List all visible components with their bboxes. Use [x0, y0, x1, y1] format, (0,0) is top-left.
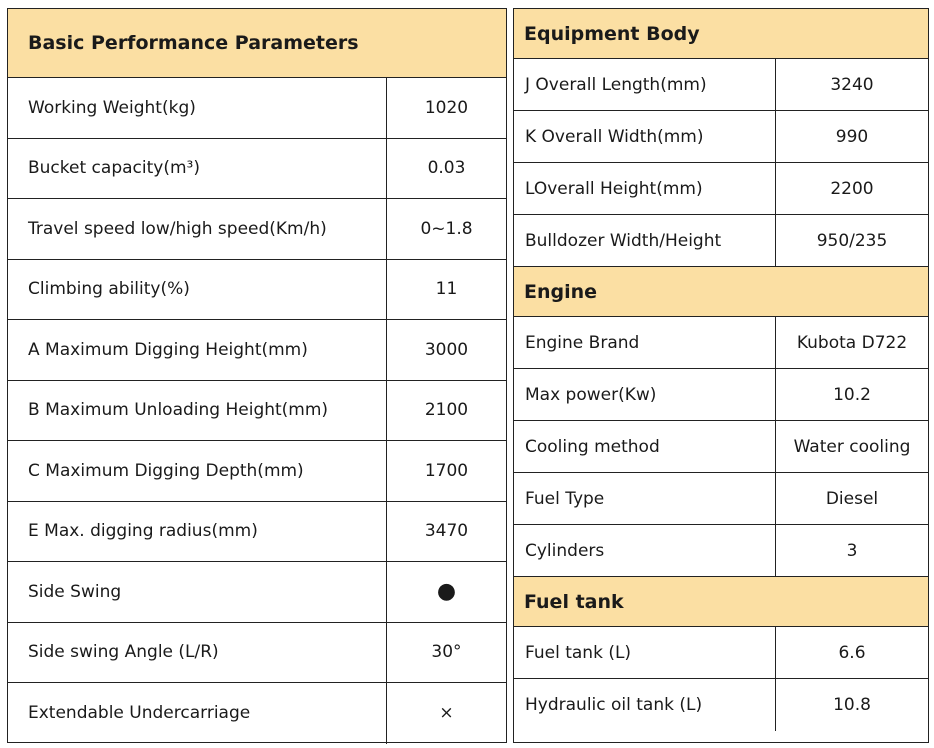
param-label: Travel speed low/high speed(Km/h)	[8, 199, 387, 259]
param-value: 0.03	[427, 158, 466, 179]
table-row	[514, 111, 928, 163]
param-value: 3470	[424, 521, 469, 542]
table-row	[8, 199, 506, 260]
table-row	[514, 215, 928, 267]
param-value: 3	[846, 540, 858, 561]
param-label: Cooling method	[514, 421, 776, 472]
param-value: 3240	[830, 74, 874, 95]
table-row	[8, 139, 506, 200]
param-value: 1020	[424, 97, 469, 118]
param-label: Side Swing	[8, 562, 387, 622]
param-label: C Maximum Digging Depth(mm)	[8, 441, 387, 501]
param-label: Fuel Type	[514, 473, 776, 524]
fuel-tank-header: Fuel tank	[514, 577, 928, 627]
table-row	[514, 421, 928, 473]
side-swing-dot-icon: ●	[436, 579, 457, 605]
param-value: Diesel	[825, 488, 879, 509]
param-value: 6.6	[838, 642, 866, 663]
param-label: Bucket capacity(m³)	[8, 139, 387, 199]
table-row	[514, 317, 928, 369]
param-label: J Overall Length(mm)	[514, 59, 776, 110]
param-label: Bulldozer Width/Height	[514, 215, 776, 266]
param-value: 10.2	[833, 384, 871, 405]
param-value: 11	[435, 279, 458, 300]
param-value: 10.8	[833, 695, 871, 715]
param-label: Side swing Angle (L/R)	[8, 623, 387, 683]
param-value: 2200	[830, 178, 874, 199]
table-row	[514, 627, 928, 679]
param-label: LOverall Height(mm)	[514, 163, 776, 214]
param-label: Climbing ability(%)	[8, 260, 387, 320]
table-row	[8, 683, 506, 744]
param-label: E Max. digging radius(mm)	[8, 502, 387, 562]
table-row	[514, 59, 928, 111]
table-row	[8, 381, 506, 442]
table-row	[514, 163, 928, 215]
table-row	[8, 441, 506, 502]
param-value: 0~1.8	[420, 218, 473, 239]
param-value: Water cooling	[793, 436, 911, 457]
table-row	[514, 473, 928, 525]
table-row	[8, 502, 506, 563]
table-row	[8, 78, 506, 139]
table-row	[8, 260, 506, 321]
table-row	[514, 679, 928, 731]
param-label: A Maximum Digging Height(mm)	[8, 320, 387, 380]
param-label: Extendable Undercarriage	[8, 683, 387, 744]
param-label: Max power(Kw)	[514, 369, 776, 420]
param-value: 30°	[431, 642, 462, 663]
param-value: 950/235	[816, 230, 888, 251]
specs-table	[513, 8, 929, 743]
param-label: K Overall Width(mm)	[514, 111, 776, 162]
param-value: 2100	[424, 400, 469, 421]
param-label: B Maximum Unloading Height(mm)	[8, 381, 387, 441]
basic-performance-header: Basic Performance Parameters	[8, 9, 506, 78]
table-row	[514, 369, 928, 421]
table-row	[8, 623, 506, 684]
param-value: 990	[835, 126, 869, 147]
basic-performance-table	[7, 8, 507, 743]
param-value: ×	[439, 703, 454, 724]
table-row	[8, 562, 506, 623]
table-row	[8, 320, 506, 381]
param-value: 3000	[424, 339, 469, 360]
param-label: Engine Brand	[514, 317, 776, 368]
param-value: Kubota D722	[796, 332, 908, 353]
engine-header: Engine	[514, 267, 928, 317]
param-label: Working Weight(kg)	[8, 78, 387, 138]
param-label: Hydraulic oil tank (L)	[514, 679, 776, 731]
table-row	[514, 525, 928, 577]
param-label: Fuel tank (L)	[514, 627, 776, 678]
param-value: 1700	[424, 460, 469, 481]
param-label: Cylinders	[514, 525, 776, 576]
equipment-body-header: Equipment Body	[514, 9, 928, 59]
